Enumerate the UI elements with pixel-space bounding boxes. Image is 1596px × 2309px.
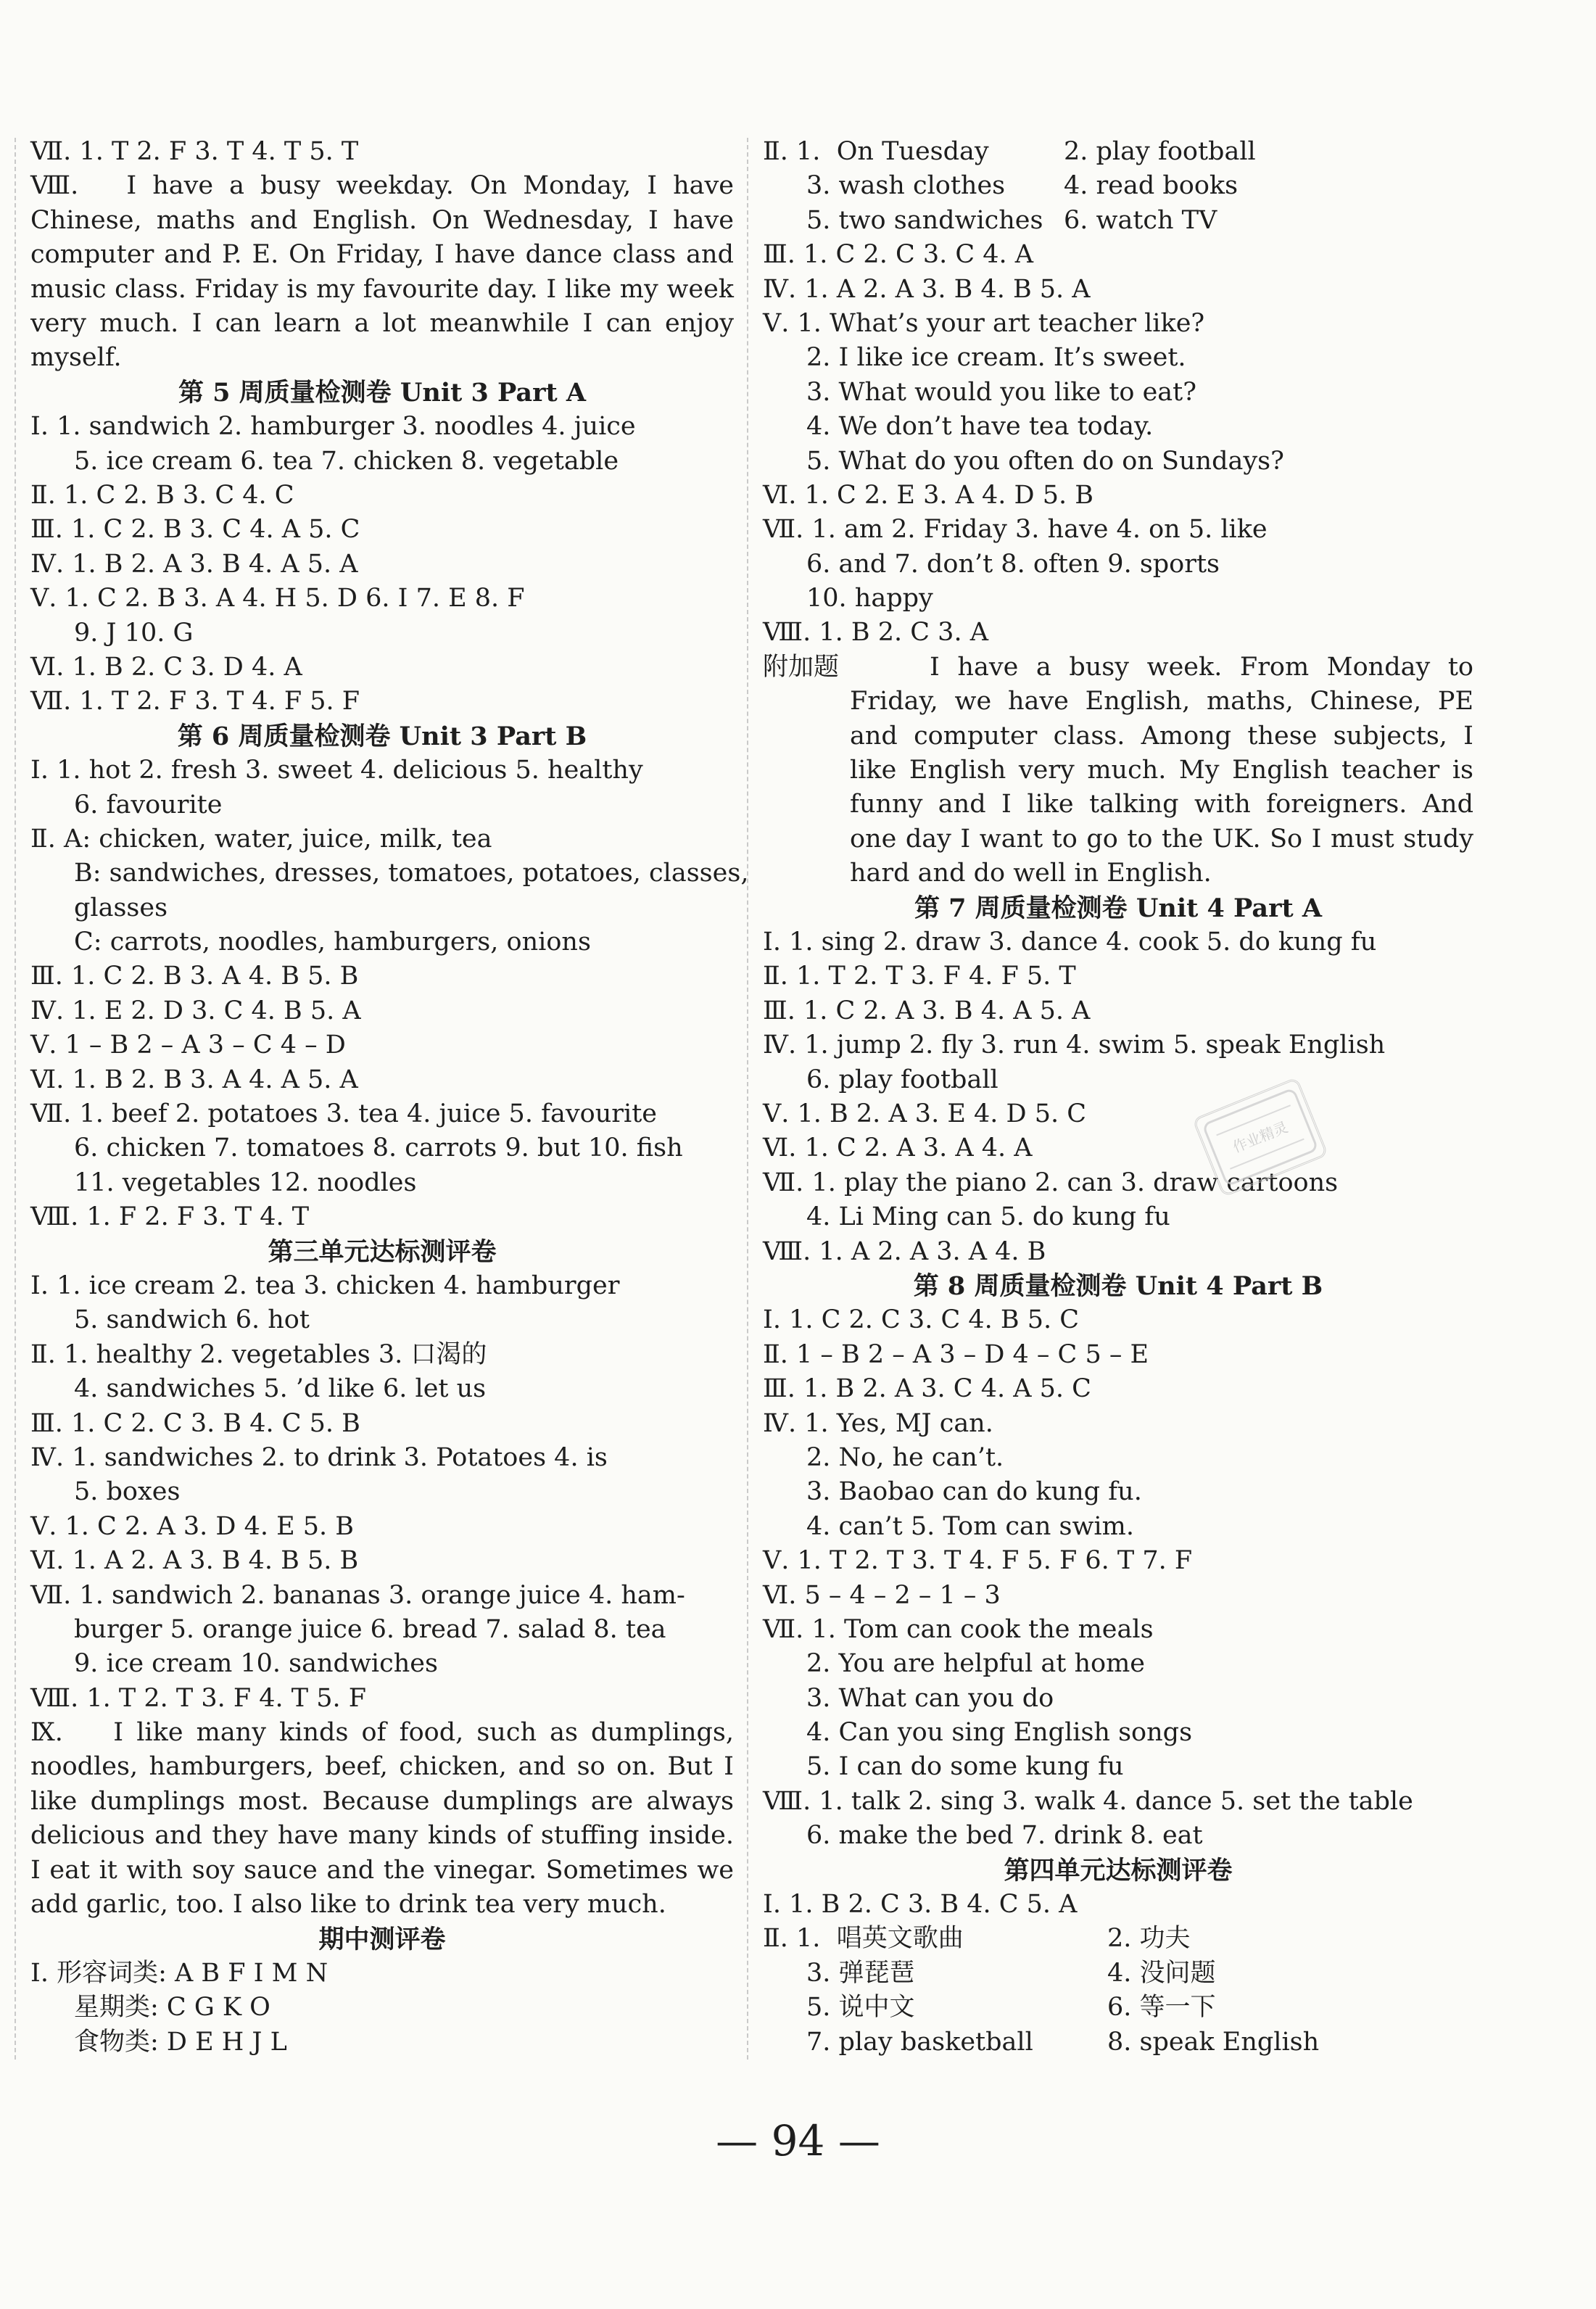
answer-line: Ⅰ. 1. sandwich 2. hamburger 3. noodles 4. juice [30, 412, 636, 442]
section-marker: Ⅷ. [30, 171, 79, 201]
answer-line: Ⅶ. 1. play the piano 2. can 3. draw cartoons [763, 1168, 1339, 1197]
answer-line: 3. What would you like to eat? [806, 377, 1197, 407]
answer-line: 3. Baobao can do kung fu. [806, 1477, 1142, 1507]
section-marker: Ⅱ. 1. [763, 137, 821, 166]
essay-text: I like many kinds of food, such as dumplings, noodles, hamburgers, beef, chicken, and so on. But I like dumplings most. Because dumplings are always delicious and they have many kinds of stuffing inside. I eat it with soy sauce and the vinegar. Sometimes we add garlic, too. I also like to drink tea very much. [30, 1718, 734, 1920]
answer-line: Ⅵ. 5 – 4 – 2 – 1 – 3 [763, 1580, 1001, 1610]
answer-line: 4. Can you sing English songs [806, 1718, 1193, 1748]
section-heading: 第 6 周质量检测卷 Unit 3 Part B [177, 721, 587, 751]
answer-line: Ⅳ. 1. sandwiches 2. to drink 3. Potatoes 4. is [30, 1442, 608, 1472]
answer-cell: 6. watch TV [1064, 205, 1217, 235]
answer-line: Ⅶ. 1. Tom can cook the meals [763, 1614, 1154, 1644]
column-divider [747, 138, 748, 2060]
answer-line: 4. can’t 5. Tom can swim. [806, 1511, 1134, 1541]
answer-line: 星期类: C G K O [74, 1993, 270, 2023]
answer-line: Ⅱ. 1 – B 2 – A 3 – D 4 – C 5 – E [763, 1339, 1149, 1369]
section-heading: 第三单元达标测评卷 [268, 1236, 497, 1267]
answer-line: Ⅱ. 1. healthy 2. vegetables 3. 口渴的 [30, 1339, 487, 1369]
essay-block [30, 169, 734, 375]
answer-line: 6. and 7. don’t 8. often 9. sports [806, 549, 1220, 579]
answer-line: 9. ice cream 10. sandwiches [74, 1649, 438, 1679]
answer-cell: 6. 等一下 [1107, 1993, 1216, 2023]
answer-line [763, 204, 1473, 238]
answer-line: Ⅲ. 1. C 2. B 3. A 4. B 5. B [30, 962, 359, 991]
bonus-essay [850, 650, 1473, 891]
answer-line: Ⅲ. 1. C 2. C 3. C 4. A [763, 240, 1034, 270]
answer-cell: 7. play basketball [806, 2027, 1033, 2057]
answer-line: Ⅲ. 1. C 2. C 3. B 4. C 5. B [30, 1408, 360, 1438]
bonus-label: 附加题 [763, 652, 840, 682]
answer-line: Ⅵ. 1. B 2. C 3. D 4. A [30, 652, 302, 682]
answer-line: 4. We don’t have tea today. [806, 412, 1154, 442]
answer-cell: 3. 弹琵琶 [806, 1958, 915, 1988]
answer-line: Ⅱ. 1. C 2. B 3. C 4. C [30, 481, 294, 510]
essay-text: I have a busy weekday. On Monday, I have Chinese, maths and English. On Wednesday, I have computer and P. E. On Friday, I have dance class and music class. Friday is my favourite day. I like my week very much. I can learn a lot meanwhile I can enjoy myself. [30, 171, 734, 373]
answer-line: Ⅴ. 1. T 2. T 3. T 4. F 5. F 6. T 7. F [763, 1546, 1193, 1576]
answer-line: 2. You are helpful at home [806, 1649, 1145, 1679]
answer-line [763, 169, 1473, 203]
answer-line: 9. J 10. G [74, 618, 194, 648]
bonus-block [763, 650, 1473, 891]
section-heading: 期中测评卷 [318, 1924, 446, 1954]
answer-line: 5. boxes [74, 1477, 181, 1507]
answer-line: Ⅳ. 1. E 2. D 3. C 4. B 5. A [30, 996, 361, 1025]
answer-line: 食物类: D E H J L [74, 2027, 287, 2057]
answer-line: 6. chicken 7. tomatoes 8. carrots 9. but 10. fish [74, 1133, 683, 1163]
answer-line: Ⅳ. 1. A 2. A 3. B 4. B 5. A [763, 274, 1091, 304]
answer-cell [763, 1922, 1107, 1956]
answer-line: 5. sandwich 6. hot [74, 1305, 310, 1335]
answer-line: Ⅷ. 1. T 2. T 3. F 4. T 5. F [30, 1683, 367, 1713]
answer-line: 6. play football [806, 1065, 998, 1094]
answer-line: 5. What do you often do on Sundays? [806, 446, 1284, 476]
answer-line: Ⅰ. 形容词类: A B F I M N [30, 1958, 328, 1988]
answer-line: Ⅷ. 1. A 2. A 3. A 4. B [763, 1236, 1046, 1266]
answer-line: C: carrots, noodles, hamburgers, onions [74, 928, 591, 957]
answer-line [763, 1957, 1473, 1991]
answer-cell [763, 135, 1064, 169]
answer-text: 唱英文歌曲 [836, 1924, 964, 1954]
answer-line: Ⅰ. 1. B 2. C 3. B 4. C 5. A [763, 1890, 1078, 1920]
answer-cell: 2. play football [1064, 137, 1256, 166]
answer-cell: 5. two sandwiches [806, 205, 1043, 235]
answer-line: Ⅷ. 1. talk 2. sing 3. walk 4. dance 5. set the table [763, 1786, 1413, 1816]
essay-block [30, 1716, 734, 1922]
right-column [763, 135, 1473, 2060]
answer-line: Ⅵ. 1. B 2. B 3. A 4. A 5. A [30, 1065, 358, 1094]
answer-line: 11. vegetables 12. noodles [74, 1168, 417, 1197]
section-heading: 第 7 周质量检测卷 Unit 4 Part A [914, 893, 1323, 923]
answer-line [763, 2025, 1473, 2060]
answer-line: Ⅶ. 1. beef 2. potatoes 3. tea 4. juice 5. favourite [30, 1099, 657, 1129]
answer-line: Ⅵ. 1. C 2. A 3. A 4. A [763, 1133, 1033, 1163]
answer-line: Ⅴ. 1. C 2. B 3. A 4. H 5. D 6. I 7. E 8. F [30, 584, 525, 614]
answer-line: Ⅰ. 1. hot 2. fresh 3. sweet 4. delicious 5. healthy [30, 756, 643, 785]
answer-cell: 4. read books [1064, 171, 1239, 201]
stamp-text: 作业精灵 [1230, 1118, 1291, 1157]
section-heading: 第四单元达标测评卷 [1004, 1855, 1233, 1885]
answer-line: 3. What can you do [806, 1683, 1054, 1713]
left-column [30, 135, 749, 2060]
answer-line: glasses [74, 893, 168, 922]
answer-line: Ⅲ. 1. C 2. A 3. B 4. A 5. A [763, 996, 1091, 1025]
answer-line: 2. No, he can’t. [806, 1442, 1004, 1472]
section-heading: 第 8 周质量检测卷 Unit 4 Part B [913, 1271, 1323, 1301]
answer-cell: 2. 功夫 [1107, 1924, 1191, 1954]
answer-line: Ⅰ. 1. sing 2. draw 3. dance 4. cook 5. do kung fu [763, 928, 1377, 957]
answer-line: 2. I like ice cream. It’s sweet. [806, 343, 1186, 373]
answer-line: Ⅲ. 1. C 2. B 3. C 4. A 5. C [30, 515, 360, 545]
answer-line [763, 1922, 1473, 1956]
bonus-essay-text: I have a busy week. From Monday to Friday, we have English, maths, Chinese, PE and computer class. Among these subjects, I like English very much. My English teacher is funny and I like talking with foreigners. And one day I want to go to the UK. So I must study hard and do well in English. [850, 652, 1473, 888]
answer-cell: 8. speak English [1107, 2027, 1320, 2057]
answer-line: Ⅵ. 1. C 2. E 3. A 4. D 5. B [763, 480, 1093, 510]
answer-line: Ⅴ. 1 – B 2 – A 3 – C 4 – D [30, 1030, 346, 1060]
section-marker: Ⅱ. 1. [763, 1924, 821, 1954]
answer-line: Ⅶ. 1. sandwich 2. bananas 3. orange juice 4. ham- [30, 1580, 685, 1610]
answer-line: Ⅲ. 1. B 2. A 3. C 4. A 5. C [763, 1374, 1091, 1404]
answer-text: On Tuesday [836, 137, 989, 166]
answer-line: 4. Li Ming can 5. do kung fu [806, 1202, 1170, 1232]
answer-line [763, 1991, 1473, 2025]
answer-line: Ⅴ. 1. What’s your art teacher like? [763, 308, 1205, 338]
answer-line: Ⅳ. 1. Yes, MJ can. [763, 1408, 993, 1438]
answer-line: 6. make the bed 7. drink 8. eat [806, 1821, 1203, 1851]
answer-line: Ⅵ. 1. A 2. A 3. B 4. B 5. B [30, 1546, 359, 1576]
answer-line: 5. ice cream 6. tea 7. chicken 8. vegetable [74, 446, 619, 476]
answer-line: Ⅱ. A: chicken, water, juice, milk, tea [30, 824, 492, 854]
answer-cell: 5. 说中文 [806, 1993, 915, 2023]
answer-line: Ⅷ. 1. F 2. F 3. T 4. T [30, 1202, 310, 1232]
answer-line: Ⅱ. 1. T 2. T 3. F 4. F 5. T [763, 962, 1076, 991]
answer-line: 10. happy [806, 584, 933, 614]
answer-line: Ⅰ. 1. C 2. C 3. C 4. B 5. C [763, 1305, 1080, 1335]
section-marker: Ⅸ. [30, 1718, 63, 1748]
left-margin-line [15, 138, 16, 2060]
section-heading: 第 5 周质量检测卷 Unit 3 Part A [178, 377, 587, 408]
answer-line: Ⅶ. 1. am 2. Friday 3. have 4. on 5. like [763, 515, 1268, 545]
answer-line: Ⅶ. 1. T 2. F 3. T 4. F 5. F [30, 687, 360, 716]
answer-line: Ⅴ. 1. B 2. A 3. E 4. D 5. C [763, 1099, 1087, 1129]
answer-cell: 4. 没问题 [1107, 1958, 1216, 1988]
answer-line: Ⅳ. 1. B 2. A 3. B 4. A 5. A [30, 549, 358, 579]
answer-cell: 3. wash clothes [806, 171, 1006, 201]
answer-line: Ⅶ. 1. T 2. F 3. T 4. T 5. T [30, 137, 359, 166]
answer-line: Ⅰ. 1. ice cream 2. tea 3. chicken 4. hamburger [30, 1271, 620, 1300]
answer-line [763, 135, 1473, 169]
answer-line: B: sandwiches, dresses, tomatoes, potatoes, classes, [74, 859, 749, 888]
answer-line: burger 5. orange juice 6. bread 7. salad 8. tea [74, 1614, 666, 1644]
page-number: — 94 — [716, 2116, 880, 2165]
answer-line: Ⅳ. 1. jump 2. fly 3. run 4. swim 5. speak English [763, 1030, 1386, 1060]
answer-line: Ⅷ. 1. B 2. C 3. A [763, 618, 988, 648]
answer-line: 5. I can do some kung fu [806, 1752, 1124, 1782]
answer-line: Ⅴ. 1. C 2. A 3. D 4. E 5. B [30, 1511, 355, 1541]
answer-line: 4. sandwiches 5. ’d like 6. let us [74, 1374, 487, 1404]
answer-line: 6. favourite [74, 790, 223, 819]
